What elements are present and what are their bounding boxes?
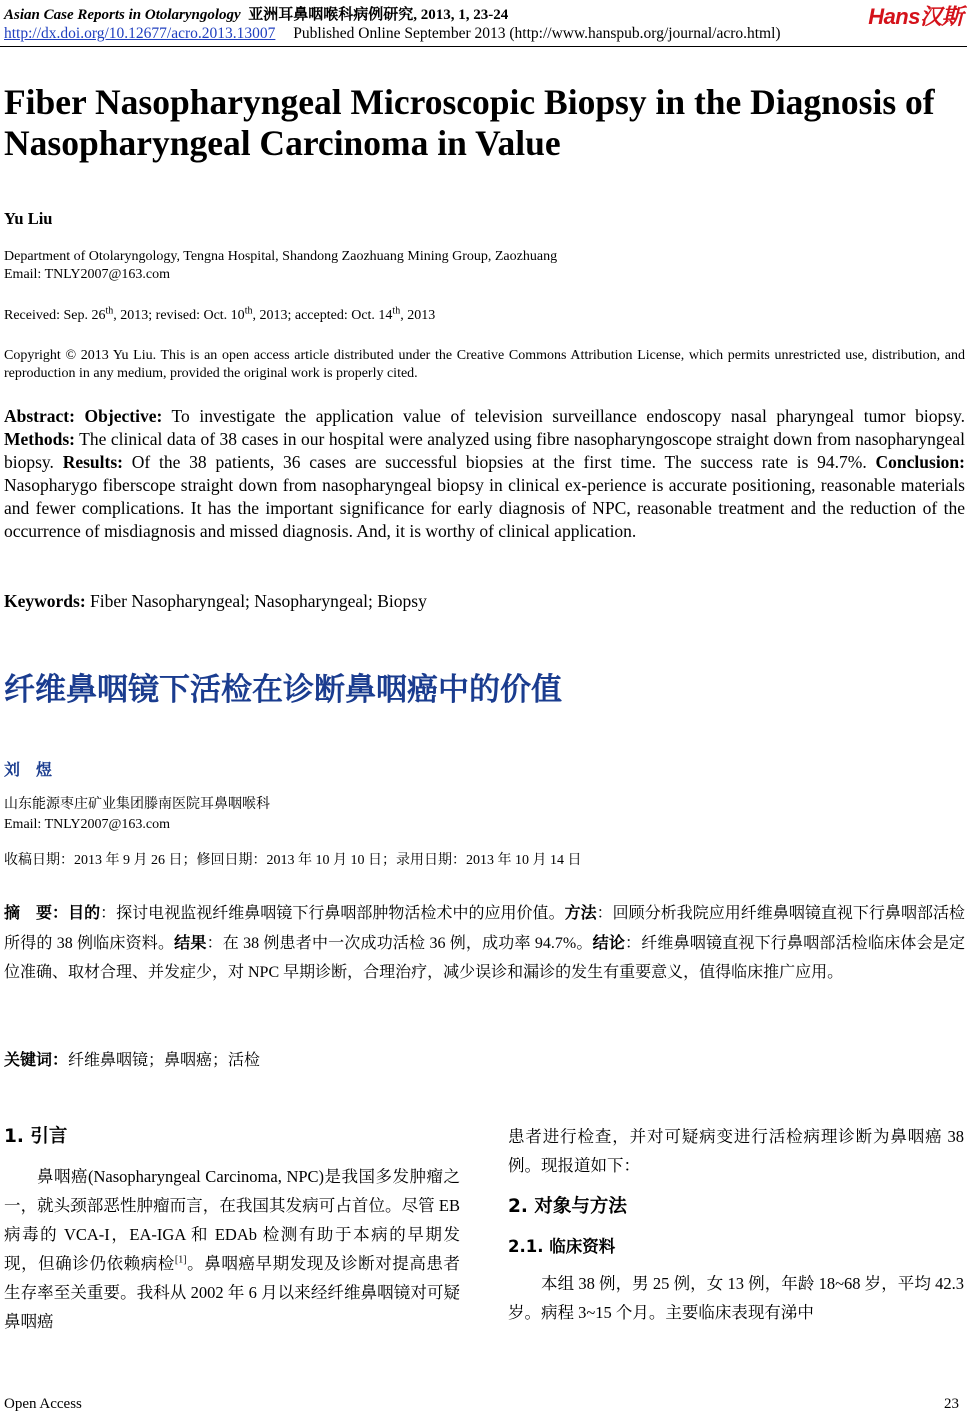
author-cn: 刘 煜	[4, 762, 59, 779]
methods-label: Methods:	[4, 429, 75, 449]
keywords-cn: 关键词：纤维鼻咽镜；鼻咽癌；活检	[4, 1050, 261, 1069]
doi-line	[4, 25, 781, 43]
email-en: Email: TNLY2007@163.com	[4, 267, 170, 282]
journal-name-cn: 亚洲耳鼻咽喉科病例研究, 2013, 1, 23-24	[248, 7, 509, 23]
header-rule	[0, 46, 967, 47]
affiliation-cn: 山东能源枣庄矿业集团滕南医院耳鼻咽喉科	[4, 797, 270, 812]
author-en: Yu Liu	[4, 209, 53, 228]
conclusion-label: Conclusion:	[875, 452, 965, 472]
page-number: 23	[944, 1396, 959, 1412]
doi-link[interactable]: http://dx.doi.org/10.12677/acro.2013.13007	[4, 25, 276, 42]
paper-title-en: Fiber Nasopharyngeal Microscopic Biopsy in the Diagnosis of Nasopharyngeal Carcinoma in Value	[4, 82, 935, 163]
email-cn: Email: TNLY2007@163.com	[4, 817, 170, 832]
dates-cn: 收稿日期：2013 年 9 月 26 日；修回日期：2013 年 10 月 10 日；录用日期：2013 年 10 月 14 日	[4, 853, 582, 868]
paper-title-cn: 纤维鼻咽镜下活检在诊断鼻咽癌中的价值	[4, 672, 562, 708]
dates-en: Received: Sep. 26th, 2013; revised: Oct. 10th, 2013; accepted: Oct. 14th, 2013	[4, 305, 436, 323]
body-column-left	[4, 1122, 460, 1336]
published-online: Published Online September 2013 (http://www.hanspub.org/journal/acro.html)	[293, 25, 781, 42]
section-2-1-heading: 2.1. 临床资料	[508, 1237, 616, 1256]
section-2-1-paragraph: 本组 38 例，男 25 例，女 13 例，年龄 18~68 岁，平均 42.3 岁。病程 3~15 个月。主要临床表现有涕中	[508, 1274, 964, 1322]
section-2-heading: 2. 对象与方法	[508, 1196, 627, 1217]
body-column-right	[508, 1122, 964, 1327]
objective-label: Objective:	[84, 406, 163, 426]
section-1-paragraph: 鼻咽癌(Nasopharyngeal Carcinoma, NPC)是我国多发肿瘤之一，就头颈部恶性肿瘤而言，在我国其发病可占首位。尽管 EB 病毒的 VCA-I，EA-IGA 和 EDAb 检测有助于本病的早期发现，但确诊仍依赖病检[1]。鼻咽癌早期发现及诊断对提高患者生存率至关重要。我科从 2002 年 6 月以来经纤维鼻咽镜对可疑鼻咽癌	[4, 1167, 461, 1331]
abstract-en: Abstract: Objective: To investigate the application value of television surveillance endoscopy nasal pharyngeal tumor biopsy. Methods: The clinical data of 38 cases in our hospital were analyzed using fibre nasopharyngoscope straight down from nasopharyngeal biopsy. Results: Of the 38 patients, 36 cases are successful biopsies at the first time. The success rate is 94.7%. Conclusion: Nasopharygo fiberscope straight down from nasopharyngeal biopsy in clinical ex-perience is accurate positioning, reasonable materials and fewer complications. It has the important significance for early diagnosis of NPC, reasonable treatment and the reduction of the occurrence of misdiagnosis and missed diagnosis. And, it is worthy of clinical application.	[4, 406, 966, 541]
copyright-notice: Copyright © 2013 Yu Liu. This is an open access article distributed under the Creative Commons Attribution License, which permits unrestricted use, distribution, and reproduction in any medium, provided the original work is properly cited.	[4, 348, 965, 381]
citation-1[interactable]: [1]	[174, 1254, 187, 1266]
section-1-continued: 患者进行检查，并对可疑病变进行活检病理诊断为鼻咽癌 38 例。现报道如下：	[508, 1127, 964, 1175]
keywords-en: Keywords: Fiber Nasopharyngeal; Nasopharyngeal; Biopsy	[4, 591, 427, 611]
section-1-heading: 1. 引言	[4, 1126, 68, 1147]
affiliation-en: Department of Otolaryngology, Tengna Hospital, Shandong Zaozhuang Mining Group, Zaozhuang	[4, 249, 558, 264]
journal-name-en: Asian Case Reports in Otolaryngology	[4, 7, 241, 23]
journal-header	[4, 3, 508, 24]
publisher-logo: Hans汉斯	[868, 4, 963, 29]
abstract-cn: 摘 要：目的：探讨电视监视纤维鼻咽镜下行鼻咽部肿物活检术中的应用价值。方法：回顾分析我院应用纤维鼻咽镜直视下行鼻咽部活检所得的 38 例临床资料。结果：在 38 例患者中一次成功活检 36 例，成功率 94.7%。结论：纤维鼻咽镜直视下行鼻咽部活检临床体会是定位准确、取材合理、并发症少，对 NPC 早期诊断，合理治疗，减少误诊和漏诊的发生有重要意义，值得临床推广应用。	[4, 903, 965, 981]
results-label: Results:	[62, 452, 123, 472]
footer-open-access: Open Access	[4, 1396, 82, 1412]
abstract-label: Abstract:	[4, 406, 75, 426]
